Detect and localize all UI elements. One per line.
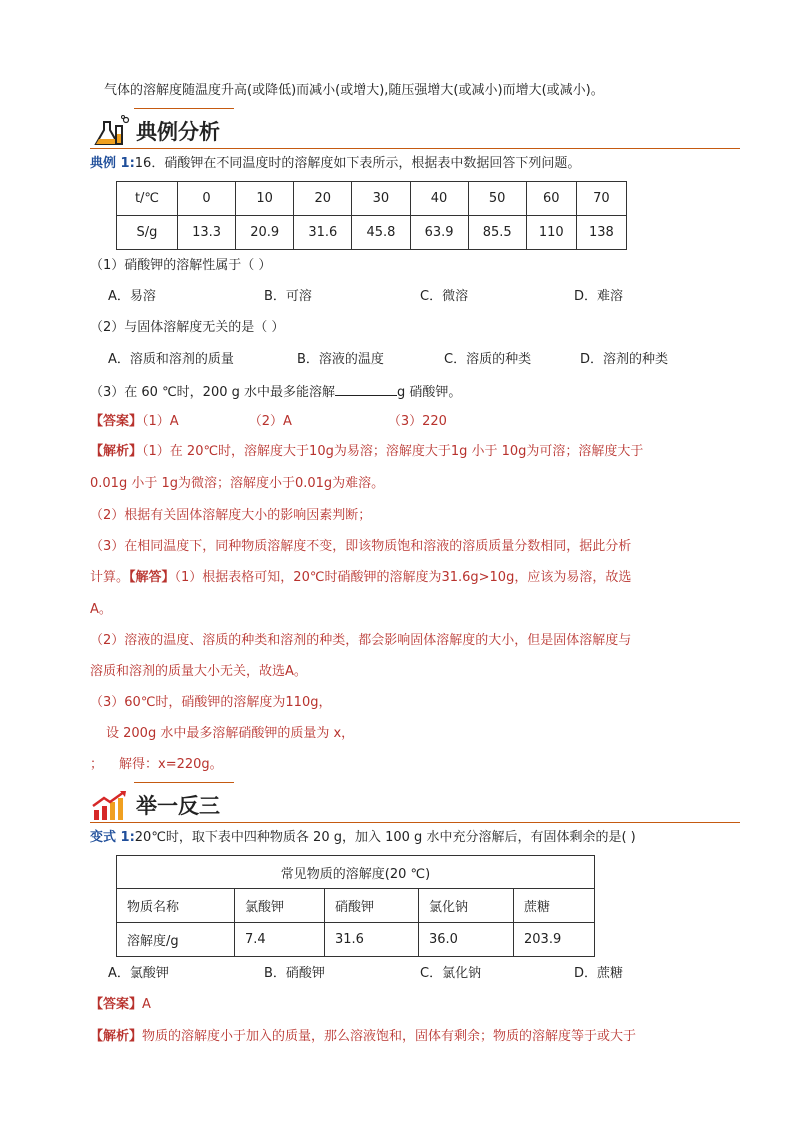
answer-label: 【答案】 [90,997,143,1012]
analysis-line-1 [90,443,643,461]
section-title: 典例分析 [136,120,220,144]
variant-option-a: A．氯酸钾 [108,966,169,981]
answer-part-1: （1）A [142,414,179,429]
table-cell: 硝酸钾 [325,889,419,923]
intro-line: 气体的溶解度随温度升高(或降低)而减小(或增大),随压强增大(或减小)而增大(或减小)。 [104,83,604,98]
analysis-line-10: 设 200g 水中最多溶解硝酸钾的质量为 x， [106,726,355,741]
table-caption: 常见物质的溶解度(20 ℃) [117,856,595,889]
header-accent-line [134,782,234,783]
table-cell: 110 [526,216,576,250]
table-cell: 10 [236,182,294,216]
q1-option-a: A．易溶 [108,289,156,304]
analysis-line-11 [90,756,223,774]
table-cell: 蔗糖 [514,889,595,923]
variant-option-c: C．氯化钠 [420,966,482,981]
table-cell: 物质名称 [117,889,235,923]
variant-analysis-line [90,1028,636,1046]
table-cell: t/℃ [117,182,178,216]
table-row [117,889,595,923]
q2-option-b: B．溶液的温度 [297,352,384,367]
analysis-label: 【解析】 [90,1029,143,1044]
table-cell: 7.4 [235,923,325,957]
table-cell: 70 [576,182,626,216]
analysis-line-9: （3）60℃时，硝酸钾的溶解度为110g， [90,695,332,710]
q1-option-b: B．可溶 [264,289,312,304]
answer-part-2: （2）A [248,414,292,429]
table-cell: 31.6 [294,216,352,250]
analysis-text: ； [90,757,104,772]
answer-blank [335,383,397,396]
table-cell: 30 [352,182,410,216]
question-3 [90,383,461,402]
analysis-line-2: 0.01g 小于 1g为微溶；溶解度小于0.01g为难溶。 [90,476,385,491]
analysis-text: （1）在 20℃时，溶解度大于10g为易溶；溶解度大于1g 小于 10g为可溶；溶解度大于 [142,444,644,459]
example-text: 16．硝酸钾在不同温度时的溶解度如下表所示，根据表中数据回答下列问题。 [134,156,581,171]
table-row [117,923,595,957]
q1-option-d: D．难溶 [574,289,624,304]
question-1: （1）硝酸钾的溶解性属于（ ） [90,258,272,273]
variant-text: 20℃时，取下表中四种物质各 20 g，加入 100 g 水中充分溶解后，有固体剩余的是( ) [134,830,636,845]
answer-label: 【答案】 [90,414,143,429]
section-header-examples [90,114,740,149]
analysis-text: 解得：x=220g。 [119,757,223,772]
q1-option-c: C．微溶 [420,289,469,304]
variant-label: 变式 1: [90,830,135,845]
q3-prefix: （3）在 60 ℃时，200 g 水中最多能溶解 [90,385,336,400]
answer-line [90,413,447,431]
table-cell: 0 [178,182,236,216]
analysis-text: 物质的溶解度小于加入的质量，那么溶液饱和，固体有剩余；物质的溶解度等于或大于 [142,1029,637,1044]
variant-option-d: D．蔗糖 [574,966,624,981]
q2-option-d: D．溶剂的种类 [580,352,669,367]
common-solubility-table [116,855,595,957]
solution-label: 【解答】 [129,570,175,585]
example-1-question [90,155,580,173]
q2-option-c: C．溶质的种类 [444,352,532,367]
analysis-line-8: 溶质和溶剂的质量大小无关，故选A。 [90,664,307,679]
analysis-line-5 [90,569,631,587]
table-caption-row [117,856,595,889]
table-cell: 20 [294,182,352,216]
table-cell: 溶解度/g [117,923,235,957]
question-2: （2）与固体溶解度无关的是（ ） [90,320,285,335]
table-cell: 36.0 [419,923,514,957]
example-label: 典例 1: [90,156,135,171]
table-cell: 氯酸钾 [235,889,325,923]
analysis-line-3: （2）根据有关固体溶解度大小的影响因素判断； [90,508,372,523]
table-cell: 13.3 [178,216,236,250]
analysis-label: 【解析】 [90,444,143,459]
table-row [117,182,627,216]
answer-part-3: （3）220 [387,414,447,429]
table-cell: S/g [117,216,178,250]
table-cell: 63.9 [410,216,468,250]
header-accent-line [134,108,234,109]
table-cell: 138 [576,216,626,250]
q3-suffix: g 硝酸钾。 [397,385,462,400]
table-cell: 203.9 [514,923,595,957]
analysis-line-4: （3）在相同温度下，同种物质溶解度不变，即该物质饱和溶液的溶质质量分数相同，据此分析 [90,539,632,554]
variant-1-question [90,829,636,847]
table-cell: 85.5 [468,216,526,250]
analysis-line-7: （2）溶液的温度、溶质的种类和溶剂的种类，都会影响固体溶解度的大小，但是固体溶解度与 [90,633,632,648]
growth-chart-icon [90,788,134,822]
analysis-text: 计算。 [90,570,130,585]
variant-answer-line [90,996,151,1014]
solubility-table [116,181,627,250]
table-row [117,216,627,250]
table-cell: 40 [410,182,468,216]
table-cell: 氯化钠 [419,889,514,923]
section-title: 举一反三 [136,794,220,818]
table-cell: 20.9 [236,216,294,250]
q2-option-a: A．溶质和溶剂的质量 [108,352,234,367]
analysis-line-6: A。 [90,602,112,617]
flask-icon [90,114,134,148]
section-header-practice [90,788,740,823]
variant-option-b: B．硝酸钾 [264,966,325,981]
answer-value: A [142,997,151,1012]
analysis-text: （1）根据表格可知，20℃时硝酸钾的溶解度为31.6g>10g，应该为易溶，故选 [174,570,632,585]
table-cell: 60 [526,182,576,216]
table-cell: 50 [468,182,526,216]
table-cell: 31.6 [325,923,419,957]
table-cell: 45.8 [352,216,410,250]
